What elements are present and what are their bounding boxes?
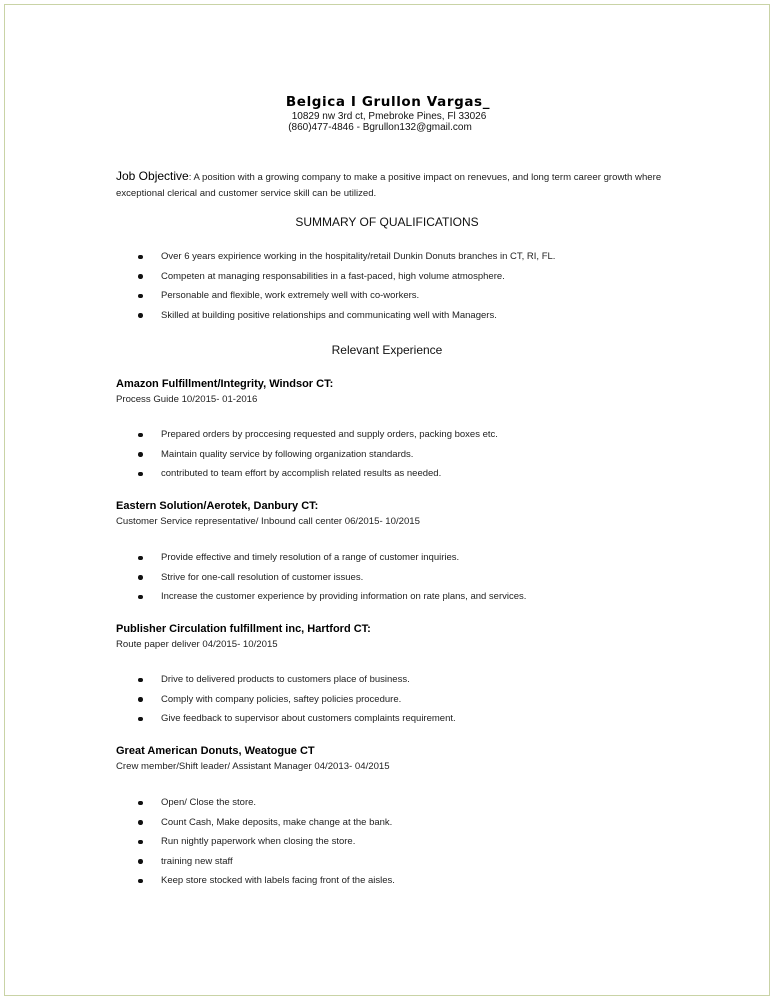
bullet-icon xyxy=(138,255,143,260)
applicant-contact: (860)477-4846 - Bgrullon132@gmail.com xyxy=(288,122,472,133)
bullet-icon xyxy=(138,801,143,806)
bullet-icon xyxy=(138,294,143,299)
bullet-icon xyxy=(138,820,143,825)
bullet-icon xyxy=(138,433,143,438)
list-item: Count Cash, Make deposits, make change at the bank. xyxy=(134,813,395,833)
list-item: Comply with company policies, saftey policies procedure. xyxy=(134,690,456,710)
job-role: Process Guide 10/2015- 01-2016 xyxy=(116,394,258,405)
bullet-icon xyxy=(138,452,143,457)
list-item: Give feedback to supervisor about customers complaints requirement. xyxy=(134,709,456,729)
job-duties-list xyxy=(134,425,498,484)
job-duties-list xyxy=(134,670,456,729)
bullet-icon xyxy=(138,678,143,683)
bullet-icon xyxy=(138,717,143,722)
bullet-icon xyxy=(138,879,143,884)
job-company: Amazon Fulfillment/Integrity, Windsor CT: xyxy=(116,378,334,390)
job-objective-label: Job Objective xyxy=(116,169,189,183)
job-company: Great American Donuts, Weatogue CT xyxy=(116,745,315,757)
list-item: Run nightly paperwork when closing the store. xyxy=(134,832,395,852)
list-item: Open/ Close the store. xyxy=(134,793,395,813)
job-role: Route paper deliver 04/2015- 10/2015 xyxy=(116,639,278,650)
list-item: Strive for one-call resolution of customer issues. xyxy=(134,568,526,588)
job-objective xyxy=(116,168,676,202)
bullet-icon xyxy=(138,313,143,318)
list-item: Personable and flexible, work extremely well with co-workers. xyxy=(134,286,555,306)
bullet-icon xyxy=(138,697,143,702)
list-item: Competen at managing responsabilities in a fast-paced, high volume atmosphere. xyxy=(134,267,555,287)
resume-header xyxy=(0,94,774,133)
bullet-icon xyxy=(138,575,143,580)
list-item: Over 6 years expirience working in the hospitality/retail Dunkin Donuts branches in CT, RI, FL. xyxy=(134,247,555,267)
experience-title: Relevant Experience xyxy=(331,343,443,357)
list-item: Keep store stocked with labels facing front of the aisles. xyxy=(134,871,395,891)
list-item: Maintain quality service by following organization standards. xyxy=(134,445,498,465)
summary-list xyxy=(134,247,555,325)
list-item: Increase the customer experience by providing information on rate plans, and services. xyxy=(134,587,526,607)
applicant-address: 10829 nw 3rd ct, Pmebroke Pines, Fl 33026 xyxy=(291,111,487,122)
summary-title: SUMMARY OF QUALIFICATIONS xyxy=(295,215,479,229)
job-role: Customer Service representative/ Inbound call center 06/2015- 10/2015 xyxy=(116,516,420,527)
bullet-icon xyxy=(138,859,143,864)
job-duties-list xyxy=(134,548,526,607)
bullet-icon xyxy=(138,472,143,477)
list-item: training new staff xyxy=(134,852,395,872)
job-role: Crew member/Shift leader/ Assistant Manager 04/2013- 04/2015 xyxy=(116,761,390,772)
job-company: Eastern Solution/Aerotek, Danbury CT: xyxy=(116,500,319,512)
applicant-name: Belgica I Grullon Vargas_ xyxy=(285,94,491,110)
bullet-icon xyxy=(138,840,143,845)
bullet-icon xyxy=(138,274,143,279)
list-item: Skilled at building positive relationships and communicating well with Managers. xyxy=(134,306,555,326)
list-item: Provide effective and timely resolution of a range of customer inquiries. xyxy=(134,548,526,568)
list-item: contributed to team effort by accomplish related results as needed. xyxy=(134,464,498,484)
list-item: Prepared orders by proccesing requested and supply orders, packing boxes etc. xyxy=(134,425,498,445)
bullet-icon xyxy=(138,556,143,561)
job-company: Publisher Circulation fulfillment inc, Hartford CT: xyxy=(116,623,371,635)
job-duties-list xyxy=(134,793,395,891)
bullet-icon xyxy=(138,595,143,600)
job-objective-text: : A position with a growing company to make a positive impact on renevues, and long term career growth where exceptional clerical and customer service skill can be utilized. xyxy=(116,172,662,199)
list-item: Drive to delivered products to customers place of business. xyxy=(134,670,456,690)
